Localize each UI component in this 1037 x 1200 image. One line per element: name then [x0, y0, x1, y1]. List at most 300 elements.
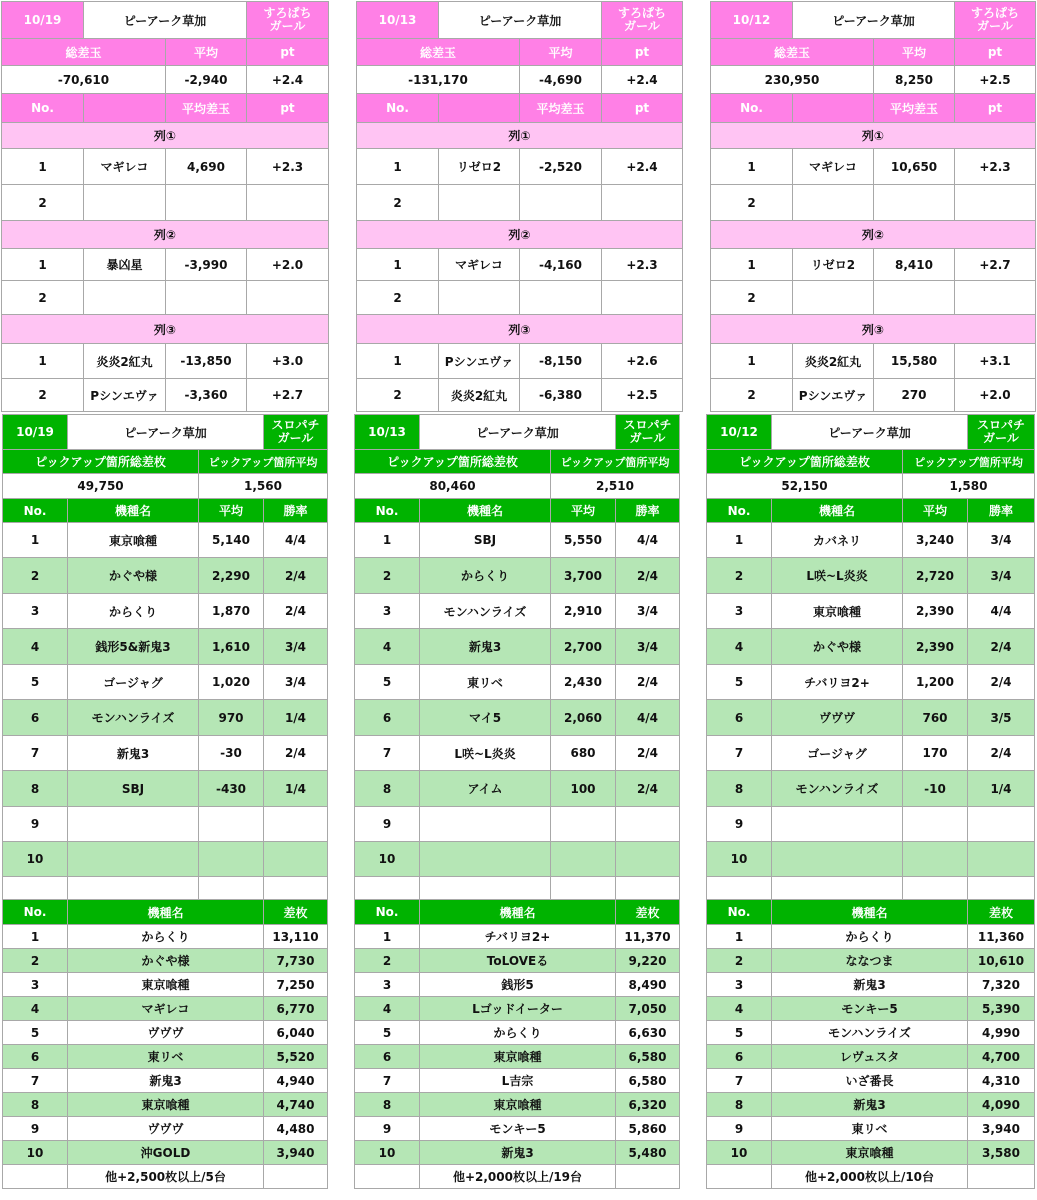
gap: [683, 185, 711, 221]
model-no: 1: [355, 523, 420, 558]
gap: [329, 149, 357, 185]
model-no: 2: [707, 558, 772, 594]
diff-header: 差枚: [264, 900, 328, 925]
rank-name: 沖GOLD: [68, 1141, 264, 1165]
model-name: 新鬼3: [420, 629, 551, 665]
item-no: 1: [711, 249, 793, 281]
table-row: [707, 1021, 1035, 1045]
model-avg: 2,700: [551, 629, 616, 665]
gap: [329, 39, 357, 66]
model-avg: 1,020: [199, 665, 264, 700]
rank-no: 3: [3, 973, 68, 997]
item-pt: +2.7: [955, 249, 1036, 281]
rank-diff: 4,090: [968, 1093, 1035, 1117]
model-win: 2/4: [616, 665, 680, 700]
rank-name: モンキー5: [772, 997, 968, 1021]
table-row: [3, 771, 328, 807]
model-no: 7: [3, 736, 68, 771]
pickup-avg-label: ピックアップ箇所平均: [903, 450, 1035, 474]
brand-cell: [968, 415, 1035, 450]
model-name: カバネリ: [772, 523, 903, 558]
rank-name: レヴュスタ: [772, 1045, 968, 1069]
model-no: 7: [355, 736, 420, 771]
gap: [329, 315, 357, 344]
name-header: [84, 94, 166, 123]
spacer-cell: [707, 877, 772, 900]
pt-header: pt: [955, 94, 1036, 123]
model-win: 3/4: [264, 665, 328, 700]
pickup-avg-value: 2,510: [551, 474, 680, 499]
pickup-total-label: ピックアップ箇所総差枚: [3, 450, 199, 474]
win-header: 勝率: [264, 499, 328, 523]
item-pt: +2.3: [955, 149, 1036, 185]
table-row: [707, 997, 1035, 1021]
item-avg: -3,360: [166, 379, 247, 412]
avg-value: -2,940: [166, 66, 247, 94]
rank-name: チバリヨ2+: [420, 925, 616, 949]
footer-blank: [264, 1165, 328, 1189]
model-name: [68, 807, 199, 842]
item-avg: -13,850: [166, 344, 247, 379]
model-no: 9: [3, 807, 68, 842]
model-name: チバリヨ2+: [772, 665, 903, 700]
rank-name: 東京喰種: [68, 1093, 264, 1117]
brand-label: すろぱちガール: [263, 6, 312, 33]
table-row: [355, 1141, 680, 1165]
spacer-cell: [772, 877, 903, 900]
brand-cell: [264, 415, 328, 450]
table-row: [707, 925, 1035, 949]
rank-diff: 4,480: [264, 1117, 328, 1141]
spacer-cell: [355, 877, 420, 900]
table-row: [355, 842, 680, 877]
row-group-label: 列③: [357, 315, 683, 344]
rank-no: 8: [707, 1093, 772, 1117]
green-panel-table: [2, 414, 328, 1189]
rank-no: 3: [707, 973, 772, 997]
gap: [683, 315, 711, 344]
model-no: 6: [355, 700, 420, 736]
model-avg: 970: [199, 700, 264, 736]
row-group-label: 列②: [711, 221, 1036, 249]
pickup-total-value: 80,460: [355, 474, 551, 499]
item-avg: [520, 281, 602, 315]
rank-no: 6: [3, 1045, 68, 1069]
model-no: 10: [355, 842, 420, 877]
gap: [683, 66, 711, 94]
rank-name: マギレコ: [68, 997, 264, 1021]
rank-no: 5: [3, 1021, 68, 1045]
table-row: [707, 842, 1035, 877]
avg-header: 平均: [551, 499, 616, 523]
table-row: [3, 1021, 328, 1045]
gap: [329, 94, 357, 123]
item-name: マギレコ: [793, 149, 874, 185]
rank-diff: 4,310: [968, 1069, 1035, 1093]
gap: [683, 39, 711, 66]
item-name: [439, 281, 520, 315]
item-no: 2: [2, 281, 84, 315]
rank-diff: 6,770: [264, 997, 328, 1021]
model-avg: 1,610: [199, 629, 264, 665]
gap: [683, 94, 711, 123]
store-name: ピーアーク草加: [68, 415, 264, 450]
avg-diff-header: 平均差玉: [166, 94, 247, 123]
footer-blank: [968, 1165, 1035, 1189]
rank-no: 5: [355, 1021, 420, 1045]
model-win: [968, 807, 1035, 842]
rank-name: 新鬼3: [772, 1093, 968, 1117]
gap: [683, 221, 711, 249]
table-row: [355, 925, 680, 949]
table-row: [355, 997, 680, 1021]
item-pt: [955, 281, 1036, 315]
item-name: マギレコ: [439, 249, 520, 281]
avg-label: 平均: [166, 39, 247, 66]
item-name: 炎炎2紅丸: [84, 344, 166, 379]
rank-name: ヴヴヴ: [68, 1117, 264, 1141]
table-row: [707, 1141, 1035, 1165]
model-no: 4: [3, 629, 68, 665]
table-row: [707, 949, 1035, 973]
footer-blank: [707, 1165, 772, 1189]
store-name: ピーアーク草加: [84, 2, 247, 39]
model-avg: -30: [199, 736, 264, 771]
no-header: No.: [355, 499, 420, 523]
model-name: からくり: [420, 558, 551, 594]
item-name: Pシンエヴァ: [84, 379, 166, 412]
rank-diff: 5,390: [968, 997, 1035, 1021]
rank-no: 3: [355, 973, 420, 997]
model-avg: 3,700: [551, 558, 616, 594]
item-no: 2: [2, 185, 84, 221]
rank-diff: 4,990: [968, 1021, 1035, 1045]
gap: [683, 123, 711, 149]
rank-no: 7: [3, 1069, 68, 1093]
model-win: 2/4: [968, 736, 1035, 771]
item-avg: [166, 185, 247, 221]
rank-no: 10: [355, 1141, 420, 1165]
item-pt: [247, 185, 329, 221]
model-name: モンハンライズ: [772, 771, 903, 807]
rank-diff: 6,630: [616, 1021, 680, 1045]
table-row: [3, 523, 328, 558]
item-no: 1: [711, 149, 793, 185]
avg-diff-header: 平均差玉: [874, 94, 955, 123]
gap: [683, 249, 711, 281]
model-avg: 2,430: [551, 665, 616, 700]
model-header: 機種名: [420, 900, 616, 925]
model-win: 2/4: [968, 629, 1035, 665]
model-header: 機種名: [772, 499, 903, 523]
pickup-avg-value: 1,560: [199, 474, 328, 499]
model-win: 3/5: [968, 700, 1035, 736]
rank-name: モンキー5: [420, 1117, 616, 1141]
model-win: 2/4: [616, 558, 680, 594]
model-no: 4: [707, 629, 772, 665]
rank-name: かぐや様: [68, 949, 264, 973]
table-row: [707, 807, 1035, 842]
rank-name: 銭形5: [420, 973, 616, 997]
item-pt: +2.4: [602, 149, 683, 185]
model-avg: 3,240: [903, 523, 968, 558]
model-no: 2: [355, 558, 420, 594]
model-name: マイ5: [420, 700, 551, 736]
item-avg: -2,520: [520, 149, 602, 185]
table-row: [3, 1141, 328, 1165]
rank-diff: 9,220: [616, 949, 680, 973]
rank-no: 4: [355, 997, 420, 1021]
item-no: 2: [357, 281, 439, 315]
spacer-cell: [551, 877, 616, 900]
model-name: 東京喰種: [68, 523, 199, 558]
model-win: 3/4: [616, 594, 680, 629]
footer-note: 他+2,000枚以上/19台: [420, 1165, 616, 1189]
model-name: 新鬼3: [68, 736, 199, 771]
avg-header: 平均: [903, 499, 968, 523]
brand-cell: [602, 2, 683, 39]
model-no: 8: [355, 771, 420, 807]
avg-value: 8,250: [874, 66, 955, 94]
name-header: [439, 94, 520, 123]
model-avg: 2,060: [551, 700, 616, 736]
model-name: SBJ: [68, 771, 199, 807]
spacer-cell: [903, 877, 968, 900]
table-row: [355, 523, 680, 558]
brand-cell: [247, 2, 329, 39]
name-header: [793, 94, 874, 123]
model-win: 4/4: [616, 700, 680, 736]
rank-diff: 6,580: [616, 1045, 680, 1069]
rank-no: 2: [707, 949, 772, 973]
store-name: ピーアーク草加: [420, 415, 616, 450]
table-row: [3, 1117, 328, 1141]
item-avg: 4,690: [166, 149, 247, 185]
table-row: [355, 700, 680, 736]
rank-name: からくり: [68, 925, 264, 949]
model-win: 4/4: [616, 523, 680, 558]
item-avg: 270: [874, 379, 955, 412]
item-name: 炎炎2紅丸: [439, 379, 520, 412]
no-header: No.: [355, 900, 420, 925]
rank-name: 新鬼3: [420, 1141, 616, 1165]
model-avg: 1,870: [199, 594, 264, 629]
rank-diff: 7,320: [968, 973, 1035, 997]
rank-name: L吉宗: [420, 1069, 616, 1093]
table-row: [3, 1069, 328, 1093]
rank-diff: 4,700: [968, 1045, 1035, 1069]
footer-note: 他+2,500枚以上/5台: [68, 1165, 264, 1189]
model-no: 6: [3, 700, 68, 736]
model-win: 4/4: [968, 594, 1035, 629]
model-win: 3/4: [968, 558, 1035, 594]
item-name: [84, 281, 166, 315]
item-name: [793, 281, 874, 315]
model-win: 2/4: [264, 558, 328, 594]
rank-diff: 8,490: [616, 973, 680, 997]
date-cell: 10/19: [2, 2, 84, 39]
brand-label: すろぱちガール: [970, 6, 1019, 33]
rank-name: 東京喰種: [420, 1045, 616, 1069]
table-row: [355, 973, 680, 997]
rank-diff: 4,940: [264, 1069, 328, 1093]
table-row: [707, 1093, 1035, 1117]
gap: [329, 221, 357, 249]
item-no: 1: [357, 344, 439, 379]
table-row: [707, 665, 1035, 700]
pickup-avg-label: ピックアップ箇所平均: [199, 450, 328, 474]
brand-cell: [955, 2, 1036, 39]
rank-diff: 6,040: [264, 1021, 328, 1045]
rank-diff: 10,610: [968, 949, 1035, 973]
model-no: 2: [3, 558, 68, 594]
item-no: 1: [2, 344, 84, 379]
item-no: 1: [2, 149, 84, 185]
win-header: 勝率: [616, 499, 680, 523]
table-row: [3, 558, 328, 594]
item-pt: [602, 281, 683, 315]
model-no: 1: [3, 523, 68, 558]
no-header: No.: [707, 499, 772, 523]
row-group-label: 列①: [711, 123, 1036, 149]
model-win: 2/4: [264, 736, 328, 771]
model-header: 機種名: [68, 499, 199, 523]
pickup-total-label: ピックアップ箇所総差枚: [707, 450, 903, 474]
model-win: 1/4: [264, 700, 328, 736]
model-avg: 2,910: [551, 594, 616, 629]
model-no: 8: [3, 771, 68, 807]
model-avg: [199, 842, 264, 877]
model-name: モンハンライズ: [420, 594, 551, 629]
rank-name: ToLOVEる: [420, 949, 616, 973]
model-name: ヴヴヴ: [772, 700, 903, 736]
rank-no: 1: [707, 925, 772, 949]
table-row: [355, 807, 680, 842]
gap: [329, 379, 357, 412]
table-row: [707, 629, 1035, 665]
spacer-cell: [199, 877, 264, 900]
rank-no: 4: [3, 997, 68, 1021]
model-win: 2/4: [616, 736, 680, 771]
gap: [329, 66, 357, 94]
table-row: [3, 973, 328, 997]
rank-no: 9: [707, 1117, 772, 1141]
model-win: 2/4: [616, 771, 680, 807]
item-avg: -4,160: [520, 249, 602, 281]
model-avg: -10: [903, 771, 968, 807]
item-avg: -8,150: [520, 344, 602, 379]
rank-no: 1: [355, 925, 420, 949]
pt-label: pt: [955, 39, 1036, 66]
model-name: [772, 807, 903, 842]
item-pt: +2.3: [602, 249, 683, 281]
model-name: ゴージャグ: [772, 736, 903, 771]
item-pt: +2.5: [602, 379, 683, 412]
footer-blank: [3, 1165, 68, 1189]
rank-no: 8: [355, 1093, 420, 1117]
item-name: [793, 185, 874, 221]
rank-no: 10: [3, 1141, 68, 1165]
win-header: 勝率: [968, 499, 1035, 523]
rank-diff: 5,520: [264, 1045, 328, 1069]
rank-name: 東京喰種: [68, 973, 264, 997]
spacer-cell: [420, 877, 551, 900]
pickup-total-value: 52,150: [707, 474, 903, 499]
model-avg: 2,390: [903, 594, 968, 629]
model-name: ゴージャグ: [68, 665, 199, 700]
store-name: ピーアーク草加: [772, 415, 968, 450]
item-name: リゼロ2: [439, 149, 520, 185]
model-name: からくり: [68, 594, 199, 629]
table-row: [355, 736, 680, 771]
table-row: [3, 736, 328, 771]
spacer-cell: [3, 877, 68, 900]
pickup-avg-value: 1,580: [903, 474, 1035, 499]
rank-name: からくり: [420, 1021, 616, 1045]
model-no: 3: [3, 594, 68, 629]
table-row: [707, 1045, 1035, 1069]
model-win: [264, 807, 328, 842]
table-row: [3, 1045, 328, 1069]
model-avg: [199, 807, 264, 842]
item-pt: +2.3: [247, 149, 329, 185]
table-row: [707, 594, 1035, 629]
no-header: No.: [357, 94, 439, 123]
model-name: 銭形5&新鬼3: [68, 629, 199, 665]
brand-label: すろぱちガール: [617, 6, 666, 33]
brand-label: スロパチガール: [976, 418, 1025, 445]
date-cell: 10/13: [355, 415, 420, 450]
avg-diff-header: 平均差玉: [520, 94, 602, 123]
model-avg: [551, 842, 616, 877]
model-name: [68, 842, 199, 877]
item-no: 2: [711, 185, 793, 221]
model-no: 4: [355, 629, 420, 665]
model-name: [772, 842, 903, 877]
model-no: 9: [355, 807, 420, 842]
pickup-total-value: 49,750: [3, 474, 199, 499]
pt-label: pt: [247, 39, 329, 66]
rank-no: 7: [355, 1069, 420, 1093]
item-no: 2: [357, 379, 439, 412]
pt-label: pt: [602, 39, 683, 66]
rank-diff: 7,250: [264, 973, 328, 997]
rank-name: ヴヴヴ: [68, 1021, 264, 1045]
rank-name: 東リベ: [68, 1045, 264, 1069]
model-avg: 760: [903, 700, 968, 736]
rank-diff: 5,860: [616, 1117, 680, 1141]
table-row: [707, 771, 1035, 807]
rank-name: 新鬼3: [68, 1069, 264, 1093]
model-avg: 170: [903, 736, 968, 771]
table-row: [707, 1069, 1035, 1093]
avg-value: -4,690: [520, 66, 602, 94]
pt-value: +2.4: [602, 66, 683, 94]
item-name: [84, 185, 166, 221]
row-group-label: 列①: [2, 123, 329, 149]
table-row: [3, 997, 328, 1021]
model-win: [616, 842, 680, 877]
rank-name: 東京喰種: [772, 1141, 968, 1165]
diff-header: 差枚: [616, 900, 680, 925]
model-win: [968, 842, 1035, 877]
model-win: 1/4: [968, 771, 1035, 807]
model-win: 3/4: [616, 629, 680, 665]
model-avg: [903, 807, 968, 842]
model-win: 1/4: [264, 771, 328, 807]
model-avg: 2,720: [903, 558, 968, 594]
row-group-label: 列③: [2, 315, 329, 344]
